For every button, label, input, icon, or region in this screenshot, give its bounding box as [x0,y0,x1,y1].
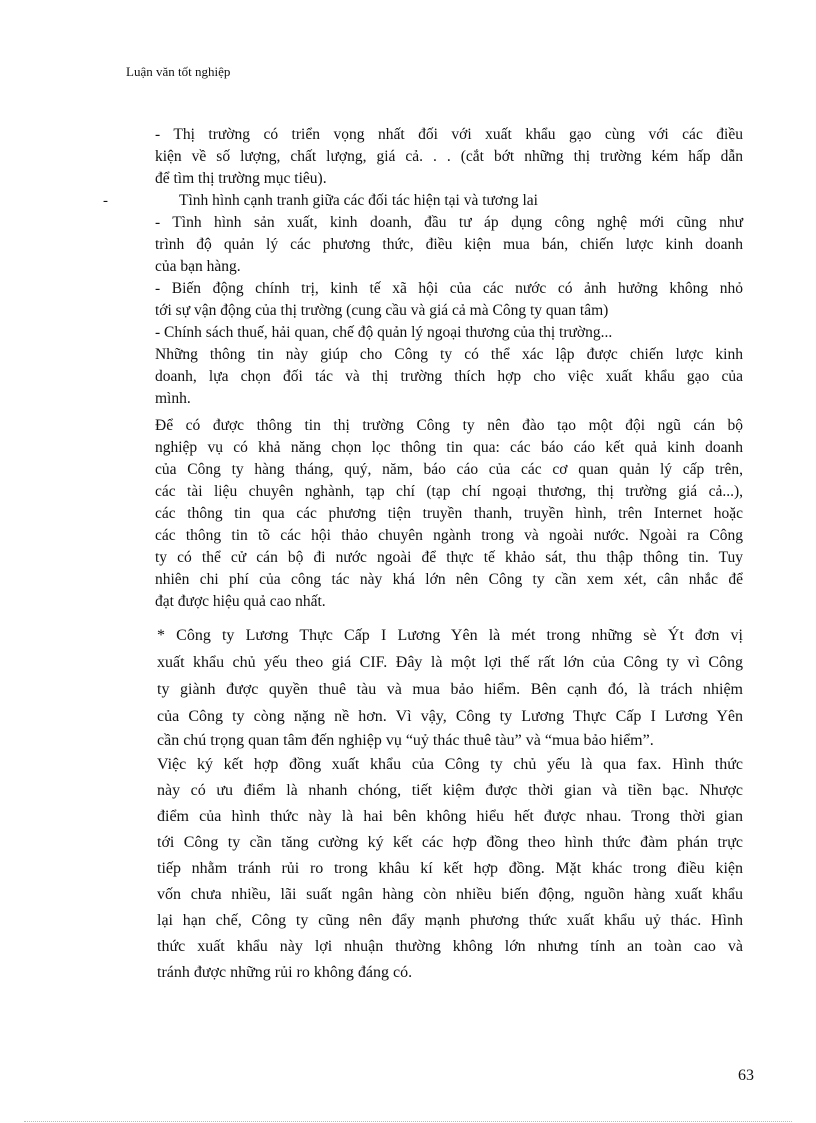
text-line: xuất khẩu chủ yếu theo giá CIF. Đây là một lợi thế rất lớn của Công ty vì Công [157,654,743,671]
text-line: các tài liệu chuyên nghành, tạp chí (tạp chí ngoại thương, thị trường giá cả...), [155,483,743,500]
text-line: tiếp nhằm tránh rủi ro trong khâu kí kết hợp đồng. Mặt khác trong điều kiện [157,860,743,877]
text-line: - Biến động chính trị, kinh tế xã hội của các nước có ảnh hưởng không nhỏ [155,280,743,297]
text-line: này có ưu điểm là nhanh chóng, tiết kiệm được thời gian và tiền bạc. Nhược [157,782,743,799]
bullet-marker: - [103,193,108,209]
text-line: thức xuất khẩu này lợi nhuận thường không lớn nhưng tính an toàn cao và [157,938,743,955]
text-line: - Chính sách thuế, hải quan, chế độ quản lý ngoại thương của thị trường... [155,324,613,341]
page-bottom-divider [24,1121,792,1122]
text-line: Những thông tin này giúp cho Công ty có thể xác lập được chiến lược kinh [155,346,743,363]
text-line: - Tình hình sản xuất, kinh doanh, đầu tư áp dụng công nghệ mới cũng như [155,214,743,231]
text-line: của Công ty còng nặng nề hơn. Vì vậy, Công ty Lương Thực Cấp I Lương Yên [157,708,743,725]
text-line: các thông tin qua các phương tiện truyền thanh, truyền hình, trên Internet hoặc [155,505,743,522]
text-line: vốn chưa nhiều, lãi suất ngân hàng còn nhiều biến động, nguồn hàng xuất khẩu [157,886,743,903]
text-line: tới sự vận động của thị trường (cung cầu và giá cả mà Công ty quan tâm) [155,302,609,319]
text-line: * Công ty Lương Thực Cấp I Lương Yên là mét trong những sè Ýt đơn vị [157,627,743,644]
bullet-text: Tình hình cạnh tranh giữa các đối tác hiện tại và tương lai [179,192,538,209]
page-number: 63 [738,1067,754,1084]
text-line: cần chú trọng quan tâm đến nghiệp vụ “uỷ thác thuê tàu” và “mua bảo hiểm”. [157,732,654,749]
text-line: tránh được những rủi ro không đáng có. [157,964,413,981]
text-line: Việc ký kết hợp đồng xuất khẩu của Công ty chủ yếu là qua fax. Hình thức [157,756,743,773]
text-line: điểm của hình thức này là hai bên không hiểu hết được nhau. Trong thời gian [157,808,743,825]
text-line: mình. [155,390,191,407]
text-line: trình độ quản lý các phương thức, điều kiện mua bán, chiến lược kinh doanh [155,236,743,253]
text-line: tới Công ty cần tăng cường ký kết các hợp đồng theo hình thức đàm phán trực [157,834,743,851]
text-line: ty giành được quyền thuê tàu và mua bảo hiểm. Bên cạnh đó, là trách nhiệm [157,681,743,698]
text-line: doanh, lựa chọn đối tác và thị trường thích hợp cho việc xuất khẩu gạo của [155,368,743,385]
text-line: lại hạn chế, Công ty cũng nên đẩy mạnh phương thức xuất khẩu uỷ thác. Hình [157,912,743,929]
text-line: Để có được thông tin thị trường Công ty nên đào tạo một đội ngũ cán bộ [155,417,743,434]
text-line: các thông tin tõ các hội thảo chuyên ngành trong và ngoài nước. Ngoài ra Công [155,527,743,544]
text-line: của bạn hàng. [155,258,241,275]
text-line: đạt được hiệu quả cao nhất. [155,593,326,610]
text-line: để tìm thị trường mục tiêu). [155,170,327,187]
text-line: của Công ty hàng tháng, quý, năm, báo cáo của các cơ quan quản lý cấp trên, [155,461,743,478]
text-line: nhiên chi phí của công tác này khá lớn nên Công ty cần xem xét, cân nhắc để [155,571,743,588]
text-line: ty có thể cử cán bộ đi nước ngoài để thực tế khảo sát, thu thập thông tin. Tuy [155,549,743,566]
text-line: nghiệp vụ có khả năng chọn lọc thông tin qua: các báo cáo kết quả kinh doanh [155,439,743,456]
running-header: Luận văn tốt nghiệp [126,64,231,79]
text-line: kiện về số lượng, chất lượng, giá cả. . . (cắt bớt những thị trường kém hấp dẫn [155,148,743,165]
text-line: - Thị trường có triển vọng nhất đối với xuất khẩu gạo cùng với các điều [155,126,743,143]
